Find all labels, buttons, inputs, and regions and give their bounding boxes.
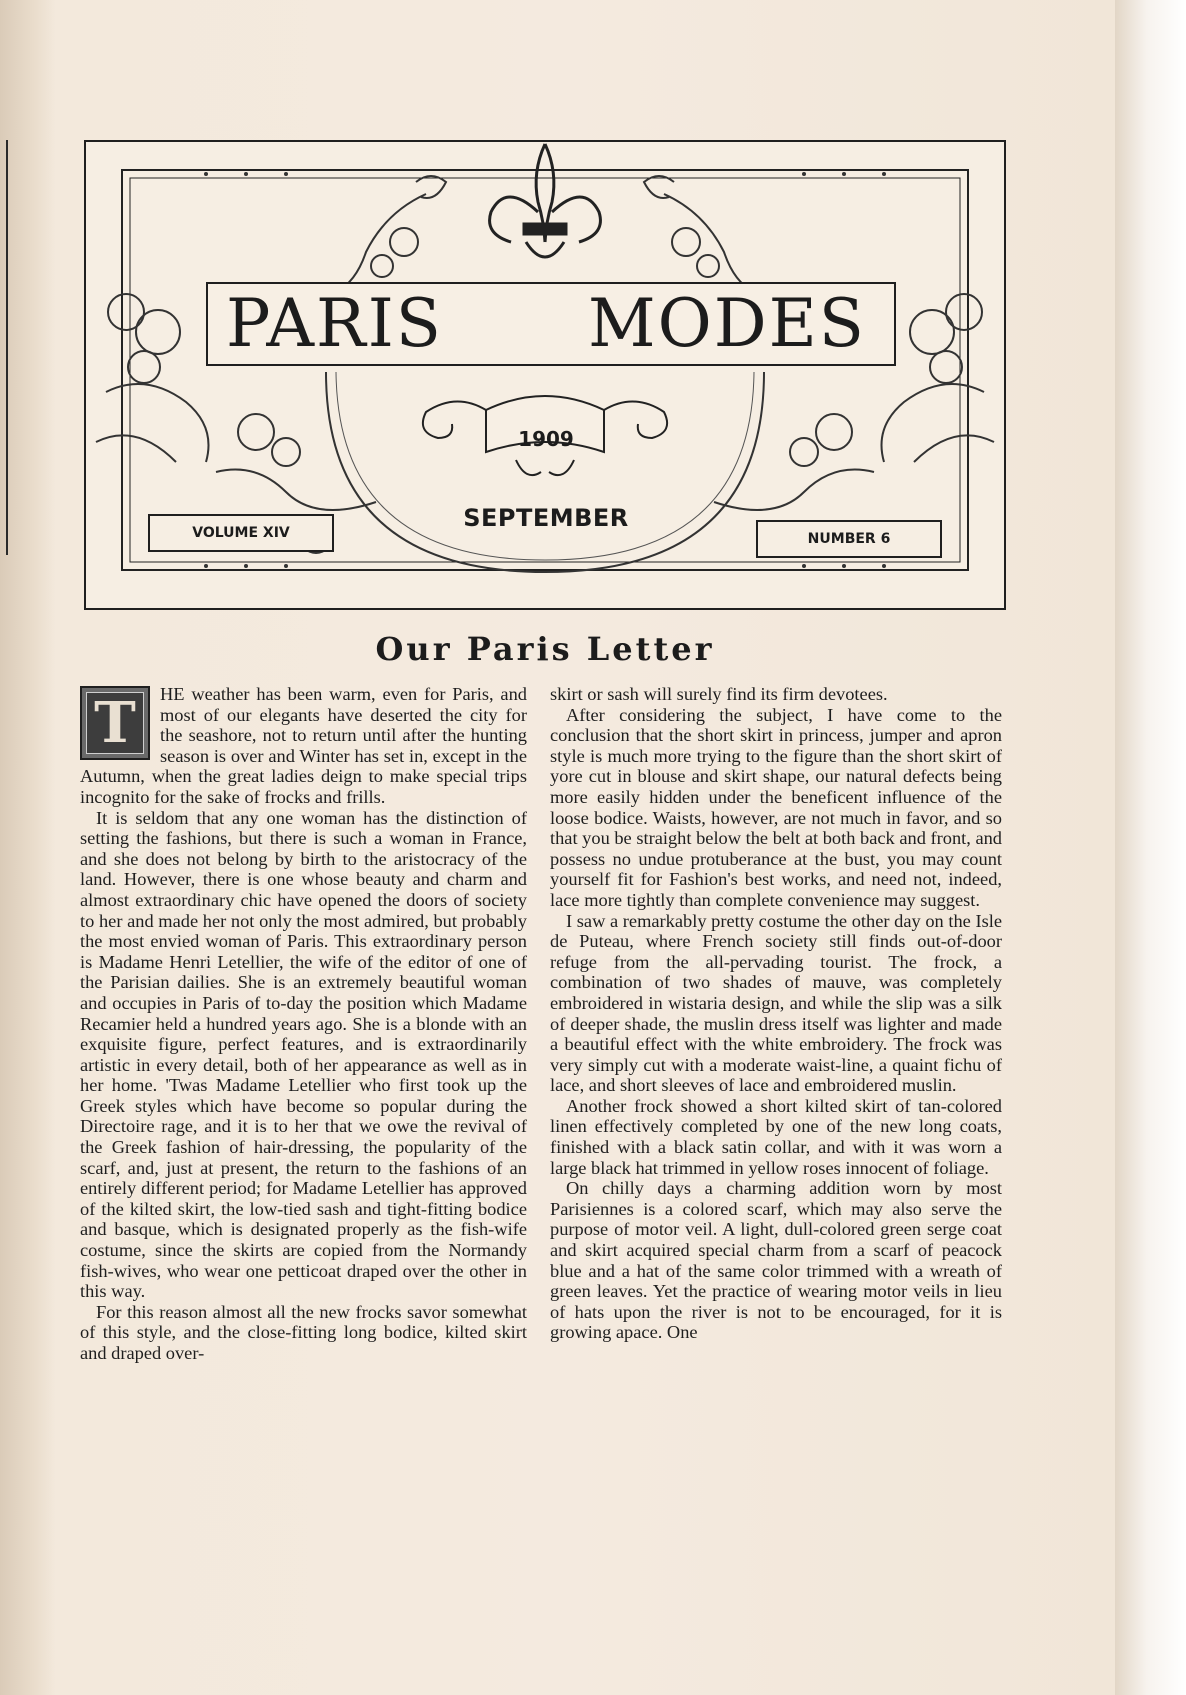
dropcap-ornament	[80, 686, 150, 760]
article-paragraph: I saw a remarkably pretty costume the other day on the Isle de Puteau, where French society still finds out-of-door refuge from the all-pervading tourist. The frock, a combination of two shades of mauve, was completely embroidered in wistaria design, and while the slip was a silk of deeper shade, the muslin dress itself was lighter and made a beautiful effect with the white embroidery. The frock was very simply cut with a moderate waist-line, a quaint fichu of lace, and short sleeves of lace and embroidered muslin.	[550, 910, 1002, 1096]
fleur-de-lis-icon	[490, 144, 601, 257]
masthead-title-box	[206, 282, 896, 366]
masthead-title-right: MODES	[588, 285, 866, 362]
issue-number-label: NUMBER 6	[756, 520, 942, 558]
masthead-year: 1909	[518, 427, 574, 451]
article-paragraph: It is seldom that any one woman has the distinction of setting the fashions, but there is such a woman in France, and she does not belong by birth to the aristocracy of the land. However, there is one whose beauty and charm and almost extraordinary chic have opened the doors of society to her and made her not only the most admired, but probably the most envied woman of Paris. This extraordinary person is Madame Henri Letellier, the wife of the editor of one of the Parisian dailies. She is an extremely beautiful woman and occupies in Paris of to-day the position which Madame Recamier held a hundred years ago. She is a blonde with an exquisite figure, perfect features, and is extraordinarily artistic in every detail, both of her appearance as well as in her home. 'Twas Madame Letellier who first took up the Greek styles which have become so popular during the Directoire rage, and it is to her that we owe the revival of the Greek fashion of hair-dressing, the popularity of the scarf, and, just at present, the return to the fashions of an entirely different period; for Madame Letellier has approved of the kilted skirt, the low-tied sash and tight-fitting bodice and basque, which is designated properly as the fish-wife costume, since the skirts are copied from the Normandy fish-wives, who wear one petticoat draped over the other in this way.	[80, 807, 527, 1302]
dropcap-letter: T	[94, 690, 136, 756]
article-paragraph: After considering the subject, I have come to the conclusion that the short skirt in princess, jumper and apron style is much more trying to the figure than the short skirt of yore cut in blouse and skirt shape, our natural defects being more easily hidden under the beneficent influence of the loose bodice. Waists, however, are not much in favor, and so that you be straight below the belt at both back and front, and possess no undue protuberance at the bust, you may count yourself fit for Fashion's best works, and need not, indeed, lace more tightly than complete convenience may suggest.	[550, 704, 1002, 910]
article-paragraph: skirt or sash will surely find its firm devotees.	[550, 684, 888, 704]
article-paragraph: For this reason almost all the new frocks savor somewhat of this style, and the close-fitting long bodice, kilted skirt and draped over-	[80, 1301, 527, 1363]
article-title: Our Paris Letter	[375, 630, 715, 668]
page-edge	[1115, 0, 1186, 1695]
article-paragraph: On chilly days a charming addition worn by most Parisiennes is a colored scarf, which may also serve the purpose of motor veil. A light, dull-colored green serge coat and skirt acquired special charm from a scarf of peacock blue and a hat of the same color trimmed with a wreath of green leaves. Yet the practice of wearing motor veils in lieu of hats upon the river is not to be encouraged, for it is growing apace. One	[550, 1178, 1002, 1343]
article-column-right	[550, 684, 1002, 1343]
masthead-title-left: PARIS	[226, 285, 443, 362]
article-column-left	[80, 684, 527, 1364]
masthead-month: SEPTEMBER	[463, 504, 629, 532]
article-paragraph: T HE weather has been warm, even for Paris, and most of our elegants have deserted the city for the seashore, not to return until after the hunting season is over and Winter has set in, except in the Autumn, when the great ladies deign to make special trips incognito for the sake of frocks and frills.	[80, 684, 527, 807]
article-paragraph: Another frock showed a short kilted skirt of tan-colored linen effectively completed by one of the new long coats, finished with a black satin collar, and with it was worn a large black hat trimmed in yellow roses innocent of foliage.	[550, 1095, 1002, 1178]
facing-page-rule	[0, 140, 8, 555]
masthead	[84, 140, 1006, 610]
volume-label: VOLUME XIV	[148, 514, 334, 552]
page-gutter	[0, 0, 55, 1695]
